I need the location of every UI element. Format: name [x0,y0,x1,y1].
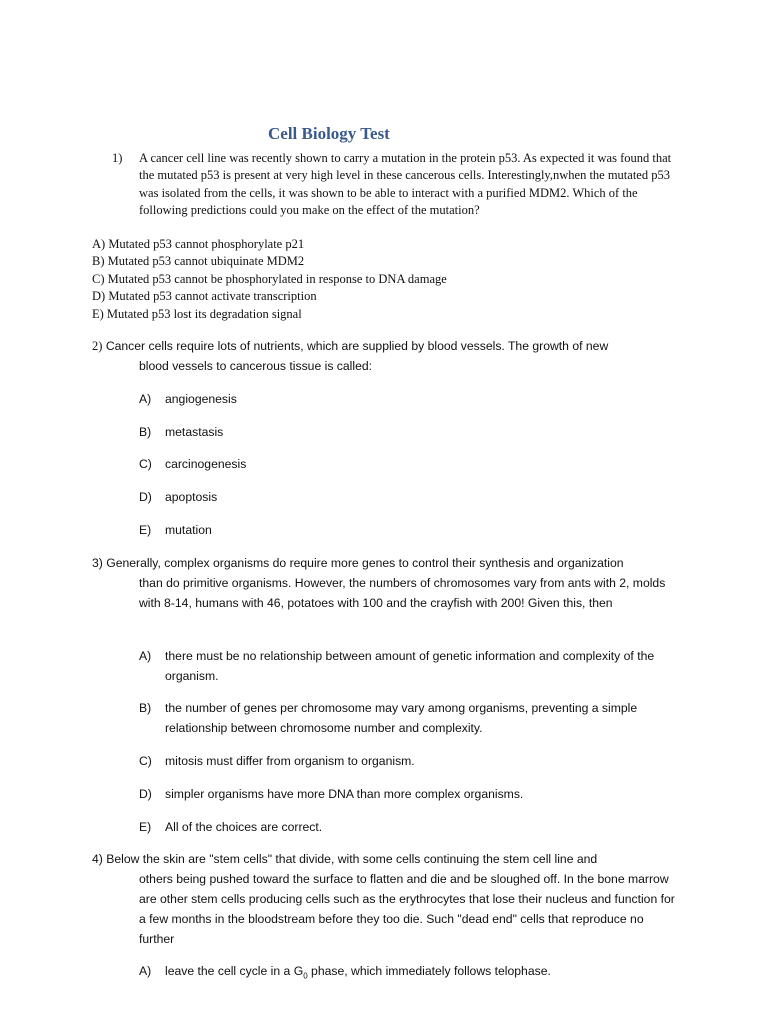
question-2 [92,336,682,376]
question-2-option-e [139,520,684,540]
question-3-option-c [139,751,684,771]
option-text [165,961,684,986]
question-3-option-a [139,646,684,686]
option-text: simpler organisms have more DNA than more complex organisms. [165,787,524,801]
question-4-lead: 4) Below the skin are "stem cells" that divide, with some cells continuing the stem cell line and [92,852,598,866]
question-1-choices [92,236,447,323]
question-1-text: A cancer cell line was recently shown to carry a mutation in the protein p53. As expected it was found that the mutated p53 is present at very high level in these cancerous cells. Interestingly,nwhen the mutated p53 was isolated from the cells, it was shown to be able to interact with a purified MDM2. Which of the following predictions could you make on the effect of the mutation? [139,151,672,218]
question-1-choice-a: A) Mutated p53 cannot phosphorylate p21 [92,237,305,251]
option-text: All of the choices are correct. [165,820,323,834]
question-4 [92,849,682,949]
question-3-option-e [139,817,684,837]
option-letter: B) [139,425,152,439]
question-2-rest: blood vessels to cancerous tissue is called: [139,359,373,373]
option-text: angiogenesis [165,392,237,406]
question-2-option-b [139,422,684,442]
question-2-lead: Cancer cells require lots of nutrients, which are supplied by blood vessels. The growth of new [105,339,609,353]
option-text: carcinogenesis [165,457,247,471]
question-2-option-d [139,487,684,507]
option-text: apoptosis [165,490,218,504]
option-letter: A) [139,649,152,663]
question-3-option-d [139,784,684,804]
option-letter: B) [139,701,152,715]
option-letter: E) [139,820,152,834]
question-3-lead: 3) Generally, complex organisms do require more genes to control their synthesis and organization [92,556,624,570]
option-text: mutation [165,523,212,537]
option-letter: D) [139,490,152,504]
option-text-after: phase, which immediately follows telophase. [307,964,551,978]
question-1 [112,150,672,220]
option-text: there must be no relationship between amount of genetic information and complexity of the organism. [165,649,655,683]
option-letter: A) [139,392,152,406]
option-text: mitosis must differ from organism to organism. [165,754,415,768]
question-4-rest: others being pushed toward the surface to flatten and die and be sloughed off. In the bone marrow are other stem cells producing cells such as the erythrocytes that lose their nucleus and function for a few months in the bloodstream before they too die. Such "dead end" cells that reproduce no further [139,872,675,946]
option-letter: A) [139,964,152,978]
option-text: the number of genes per chromosome may vary among organisms, preventing a simple relationship between chromosome number and complexity. [165,701,638,735]
option-text-before: leave the cell cycle in a G [165,964,304,978]
question-1-choice-d: D) Mutated p53 cannot activate transcription [92,289,317,304]
option-letter: D) [139,787,152,801]
option-letter: C) [139,754,152,768]
question-1-choice-c: C) Mutated p53 cannot be phosphorylated in response to DNA damage [92,271,447,286]
question-2-option-a [139,389,684,409]
option-letter: C) [139,457,152,471]
question-2-number: 2) [92,339,103,353]
option-text: metastasis [165,425,224,439]
option-letter: E) [139,523,152,537]
document-title: Cell Biology Test [268,124,390,143]
question-1-choice-e: E) Mutated p53 lost its degradation signal [92,306,302,321]
question-1-choice-b: B) Mutated p53 cannot ubiquinate MDM2 [92,254,305,269]
question-3 [92,553,682,613]
question-4-option-a [139,961,684,986]
question-3-rest: than do primitive organisms. However, the numbers of chromosomes vary from ants with 2, molds with 8-14, humans with 46, potatoes with 100 and the crayfish with 200! Given this, then [139,576,666,610]
question-2-option-c [139,454,684,474]
question-1-number: 1) [112,151,123,165]
question-3-option-b [139,698,684,738]
g-zero-subscript: 0 [303,971,308,981]
